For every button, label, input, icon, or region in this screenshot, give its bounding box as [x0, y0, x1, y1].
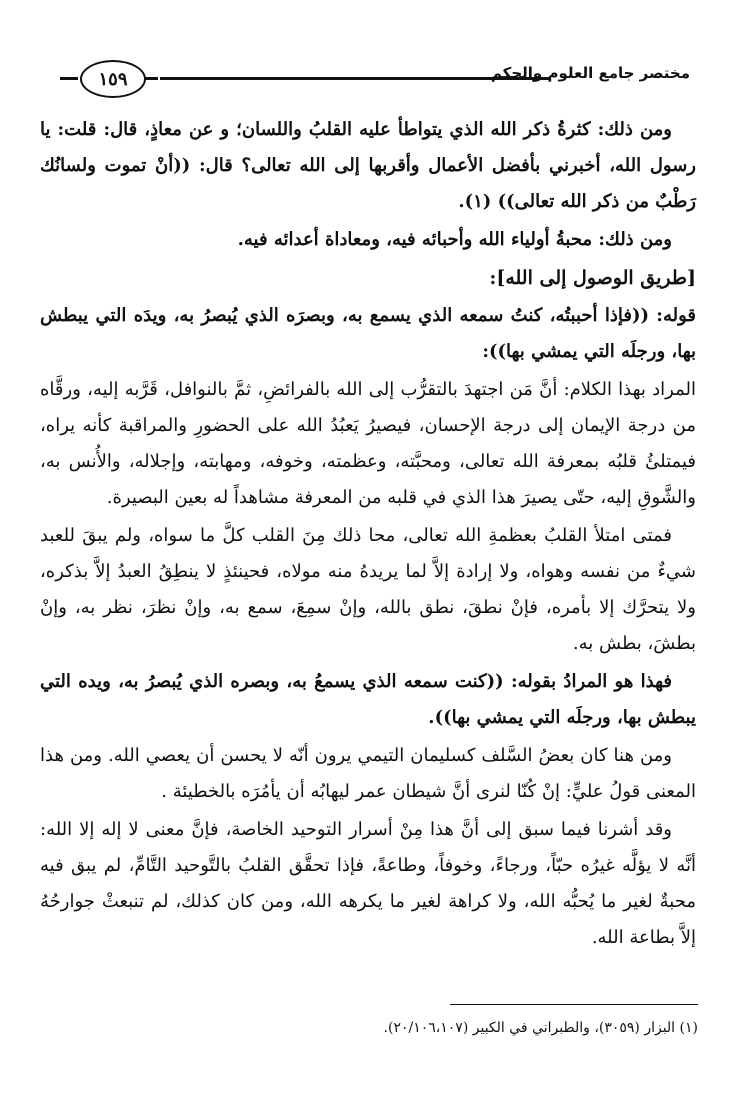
page-body — [40, 112, 696, 958]
footnote: (١) البزار (٣٠٥٩)، والطبراني في الكبير (٢٠/١٠٦،١٠٧). — [383, 1020, 698, 1036]
header-rule — [160, 77, 550, 80]
book-title: مختصر جامع العلوم والحكم — [490, 64, 690, 82]
paragraph-4: المراد بهذا الكلام: أنَّ مَن اجتهدَ بالتقرُّب إلى الله بالفرائضِ، ثمَّ بالنوافل، قَرَّبه إليه، ورقَّاه من درجة الإيمان إلى درجة الإحسان، فيصيرُ يَعبُدُ الله على الحضورِ والمراقبة كأنه يراه، فيمتلئُ قلبُه بمعرفة الله تعالى، ومحبَّته، وعظمته، وخوفه، ومهابته، وإجلاله، والأُنس به، والشَّوقِ إليه، حتّى يصيرَ هذا الذي في قلبه من المعرفة مشاهداً له بعين البصيرة. — [40, 379, 696, 508]
page-number-text: ١٥٩ — [98, 68, 128, 90]
section-heading: [طريق الوصول إلى الله]: — [489, 267, 696, 289]
paragraph-5: فمتى امتلأ القلبُ بعظمةِ الله تعالى، محا ذلك مِنَ القلب كلَّ ما سواه، ولم يبقَ للعبد شيءٌ من نفسه وهواه، ولا إرادة إلاَّ لما يريدهُ منه مولاه، فحينئذٍ لا ينطِقُ العبدُ إلاَّ بذكره، ولا يتحرَّك إلا بأمره، فإنْ نطقَ، نطق بالله، وإنْ سمِعَ، سمع به، وإنْ نظرَ، نظر به، وإنْ بطشَ، بطش به. — [40, 525, 696, 654]
page-number-dash-left — [60, 77, 78, 80]
paragraph-3: قوله: ((فإذا أحببتُه، كنتُ سمعه الذي يسمع به، وبصرَه الذي يُبصرُ به، ويدَه التي يبطش بها، ورجلَه التي يمشي بها)): — [40, 305, 696, 362]
page-number — [80, 60, 146, 98]
page-header — [60, 58, 690, 98]
paragraph-7: ومن هنا كان بعضُ السَّلف كسليمان التيمي يرون أنّه لا يحسن أن يعصي الله. ومن هذا المعنى قولُ عليٍّ: إنْ كُنّا لنرى أنَّ شيطان عمر ليهابُه أن يأمُرَه بالخطيئة . — [40, 745, 696, 802]
paragraph-1: ومن ذلك: كثرةُ ذكر الله الذي يتواطأ عليه القلبُ واللسان؛ و عن معاذٍ، قال: قلت: يا رسول الله، أخبرني بأفضل الأعمال وأقربها إلى الله تعالى؟ قال: ((أنْ تموت ولسانُك رَطْبٌ من ذكر الله تعالى)) (١). — [40, 119, 696, 212]
paragraph-2: ومن ذلك: محبةُ أولياء الله وأحبائه فيه، ومعاداة أعدائه فيه. — [237, 229, 672, 250]
page-number-dash-right — [144, 77, 158, 80]
paragraph-8: وقد أشرنا فيما سبق إلى أنَّ هذا مِنْ أسرار التوحيد الخاصة، فإنَّ معنى لا إله إلا الله: أنَّه لا يؤلَّه غيرُه حبّاً، ورجاءً، وخوفاً، وطاعةً، فإذا تحقَّق القلبُ بالتَّوحيد التَّامِّ، لم يبق فيه محبةٌ لغير ما يُحبُّه الله، ولا كراهة لغير ما يكرهه الله، ومن كان كذلك، لم تنبعثْ جوارحُهُ إلاَّ بطاعة الله. — [40, 819, 696, 948]
paragraph-6: فهذا هو المرادُ بقوله: ((كنت سمعه الذي يسمعُ به، وبصره الذي يُبصرُ به، ويده التي يبطش بها، ورجلَه التي يمشي بها)). — [40, 671, 696, 728]
footnote-divider — [450, 1004, 698, 1005]
